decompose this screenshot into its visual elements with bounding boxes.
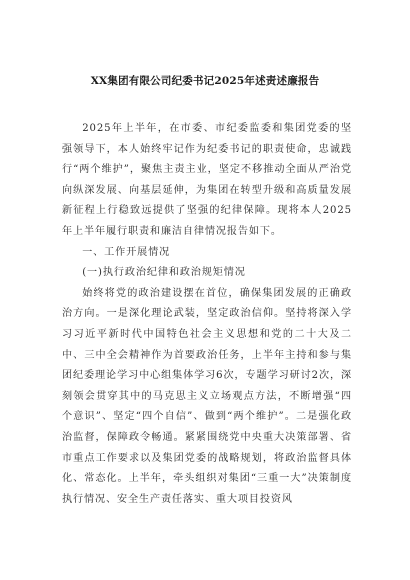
document-body (62, 119, 352, 510)
document-title: XX集团有限公司纪委书记2025年述责述廉报告 (90, 75, 320, 87)
intro-paragraph: 2025年上半年，在市委、市纪委监委和集团党委的坚强领导下，本人始终牢记作为纪委书记的职责使命，忠诚践行“两个维护”，聚焦主责主业，坚定不移推动全面从严治党向纵深发展、向基层延伸，为集团在转型升级和高质量发展新征程上行稳致远提供了坚强的纪律保障。现将本人2025年上半年履行职责和廉洁自律情况报告如下。 (62, 123, 352, 237)
section-heading: 一、工作开展情况 (82, 246, 171, 258)
subsection-heading: (一)执行政治纪律和政治规矩情况 (82, 267, 246, 279)
body-paragraph: 始终将党的政治建设摆在首位，确保集团发展的正确政治方向。一是深化理论武装，坚定政治信仰。坚持将深入学习习近平新时代中国特色社会主义思想和党的二十大及二中、三中全会精神作为首要政治任务，上半年主持和参与集团纪委理论学习中心组集体学习6次，专题学习研讨2次，深刻领会贯穿其中的马克思主义立场观点方法，不断增强“四个意识”、坚定“四个自信”、做到“两个维护”。二是强化政治监督，保障政令畅通。紧紧围绕党中央重大决策部署、省市重点工作要求以及集团党委的战略规划，将政治监督具体化、常态化。上半年，牵头组织对集团“三重一大”决策制度执行情况、安全生产责任落实、重大项目投资风 (62, 287, 352, 505)
